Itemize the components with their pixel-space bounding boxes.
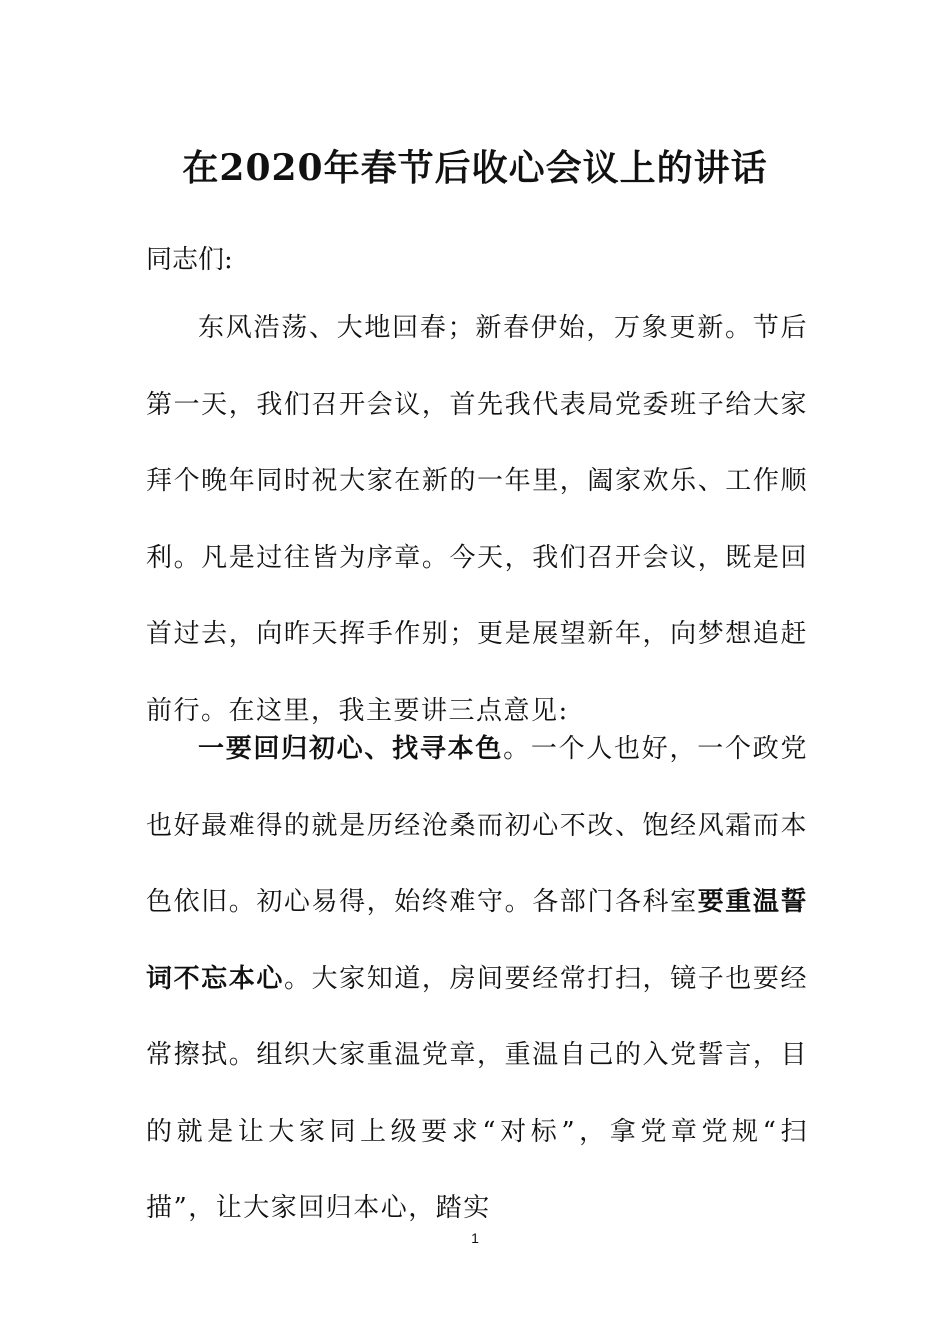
point-one-text-a: 。一个人也好，一个政党也好最难得的就是历经沧桑而初心不改、饱经风霜而本色依旧。初心易得，始终难守。各部门各科室 [146, 734, 808, 917]
point-one-emphasis: 要重温誓词不忘本心 [146, 887, 808, 994]
salutation: 同志们: [146, 245, 233, 275]
point-one-text-b: 。大家知道，房间要经常打扫，镜子也要经常擦拭。组织大家重温党章，重温自己的入党誓言，目的就是让大家同上级要求“对标”，拿党章党规“扫描”，让大家回归本心，踏实 [146, 963, 808, 1223]
paragraph-point-one [146, 711, 808, 1247]
page-number: 1 [471, 1230, 479, 1246]
point-one-heading: 一要回归初心、找寻本色 [198, 734, 504, 764]
paragraph-opening: 东风浩荡、大地回春；新春伊始，万象更新。节后第一天，我们召开会议，首先我代表局党委班子给大家拜个晚年同时祝大家在新的一年里，阖家欢乐、工作顺利。凡是过往皆为序章。今天，我们召开会议，既是回首过去，向昨天挥手作别；更是展望新年，向梦想追赶前行。在这里，我主要讲三点意见: [146, 313, 808, 726]
document-title: 在2020年春节后收心会议上的讲话 [182, 147, 768, 189]
